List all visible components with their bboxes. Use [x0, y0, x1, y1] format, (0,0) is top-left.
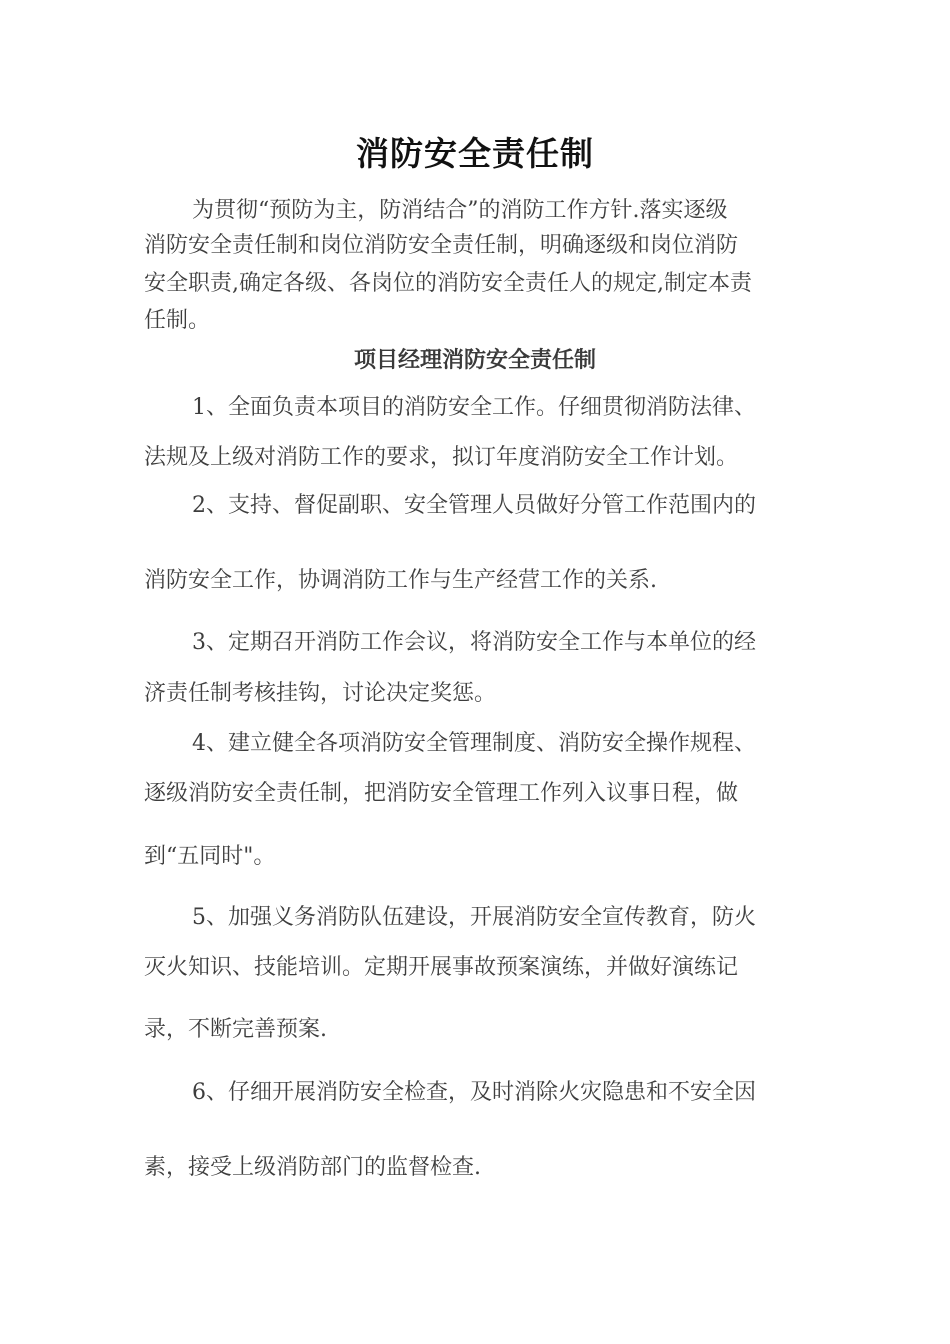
item-5-line-3: 录，不断完善预案. — [144, 1017, 327, 1042]
item-4-line-2: 逐级消防安全责任制，把消防安全管理工作列入议事日程，做 — [144, 781, 739, 806]
section-title: 项目经理消防安全责任制 — [353, 347, 596, 373]
item-6-line-1: 6、仔细开展消防安全检查，及时消除火灾隐患和不安全因 — [192, 1080, 756, 1105]
item-6-line-2: 素，接受上级消防部门的监督检查. — [144, 1155, 481, 1180]
item-3-line-1: 3、定期召开消防工作会议，将消防安全工作与本单位的经 — [192, 630, 756, 655]
document-title: 消防安全责任制 — [356, 134, 594, 173]
intro-line-3: 安全职责,确定各级、各岗位的消防安全责任人的规定,制定本责 — [144, 271, 752, 296]
intro-line-2: 消防安全责任制和岗位消防安全责任制，明确逐级和岗位消防 — [144, 233, 739, 258]
intro-line-4: 任制。 — [144, 308, 211, 333]
item-1-line-1: 1、全面负责本项目的消防安全工作。仔细贯彻消防法律、 — [192, 395, 756, 420]
item-2-line-1: 2、支持、督促副职、安全管理人员做好分管工作范围内的 — [192, 493, 756, 518]
intro-line-1: 为贯彻“预防为主，防消结合”的消防工作方针.落实逐级 — [192, 198, 728, 223]
item-4-line-3: 到“五同时"。 — [144, 844, 276, 869]
item-5-line-2: 灭火知识、技能培训。定期开展事故预案演练，并做好演练记 — [144, 955, 739, 980]
item-2-line-2: 消防安全工作，协调消防工作与生产经营工作的关系. — [144, 568, 657, 593]
item-3-line-2: 济责任制考核挂钩，讨论决定奖惩。 — [144, 681, 497, 706]
item-5-line-1: 5、加强义务消防队伍建设，开展消防安全宣传教育，防火 — [192, 905, 756, 930]
item-1-line-2: 法规及上级对消防工作的要求，拟订年度消防安全工作计划。 — [144, 445, 739, 470]
item-4-line-1: 4、建立健全各项消防安全管理制度、消防安全操作规程、 — [192, 731, 756, 756]
